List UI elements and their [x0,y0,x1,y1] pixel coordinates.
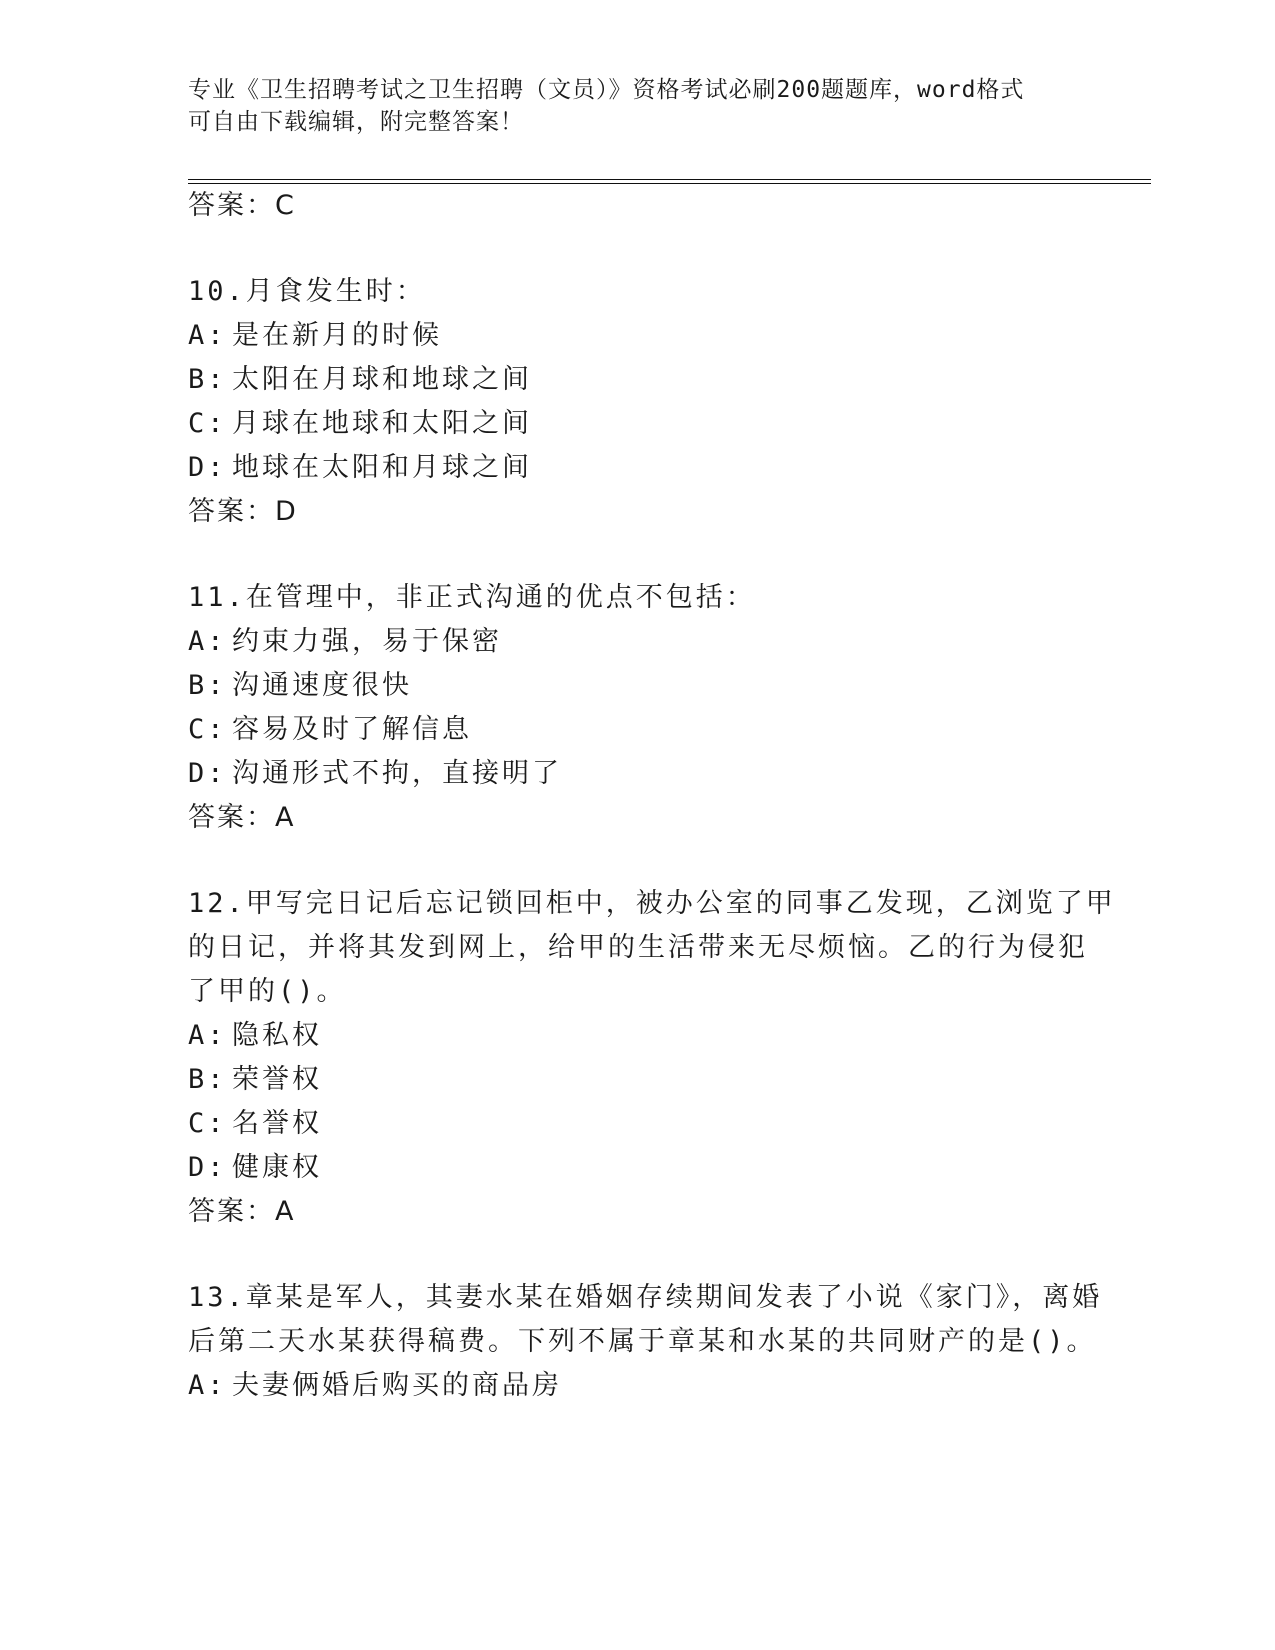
answer-q9: 答案：C [188,190,296,221]
document-header [188,74,1068,138]
question-10-stem: 10.月食发生时： [188,276,426,307]
question-10-option-d: D: 地球在太阳和月球之间 [188,452,532,483]
question-12-option-d: D: 健康权 [188,1152,322,1183]
question-13-stem-line-1: 13.章某是军人，其妻水某在婚姻存续期间发表了小说《家门》，离婚 [188,1282,1103,1313]
question-12-stem-line-1: 12.甲写完日记后忘记锁回柜中，被办公室的同事乙发现，乙浏览了甲 [188,888,1116,919]
question-10-option-b: B: 太阳在月球和地球之间 [188,364,532,395]
answer-q12: 答案：A [188,1196,296,1227]
question-11-option-a: A: 约束力强，易于保密 [188,626,502,657]
header-rule-top [188,179,1151,180]
answer-q11: 答案：A [188,802,296,833]
question-11-option-d: D: 沟通形式不拘，直接明了 [188,758,562,789]
question-11-stem: 11.在管理中，非正式沟通的优点不包括： [188,582,756,613]
question-10-option-c: C: 月球在地球和太阳之间 [188,408,532,439]
question-12-option-a: A: 隐私权 [188,1020,322,1051]
question-12-stem-line-2: 的日记，并将其发到网上，给甲的生活带来无尽烦恼。乙的行为侵犯 [188,932,1088,963]
question-13-stem-line-2: 后第二天水某获得稿费。下列不属于章某和水某的共同财产的是()。 [188,1326,1097,1357]
question-12-stem-line-3: 了甲的()。 [188,976,347,1007]
question-11-option-b: B: 沟通速度很快 [188,670,412,701]
question-12-option-b: B: 荣誉权 [188,1064,322,1095]
question-12-option-c: C: 名誉权 [188,1108,322,1139]
header-line-2: 可自由下载编辑，附完整答案！ [188,109,524,135]
question-10-option-a: A: 是在新月的时候 [188,320,442,351]
answer-q10: 答案：D [188,496,298,527]
question-11-option-c: C: 容易及时了解信息 [188,714,472,745]
header-rule-bottom [188,183,1151,184]
header-line-1: 专业《卫生招聘考试之卫生招聘（文员）》资格考试必刷200题题库，word格式 [188,77,1025,103]
question-13-option-a: A: 夫妻俩婚后购买的商品房 [188,1370,562,1401]
